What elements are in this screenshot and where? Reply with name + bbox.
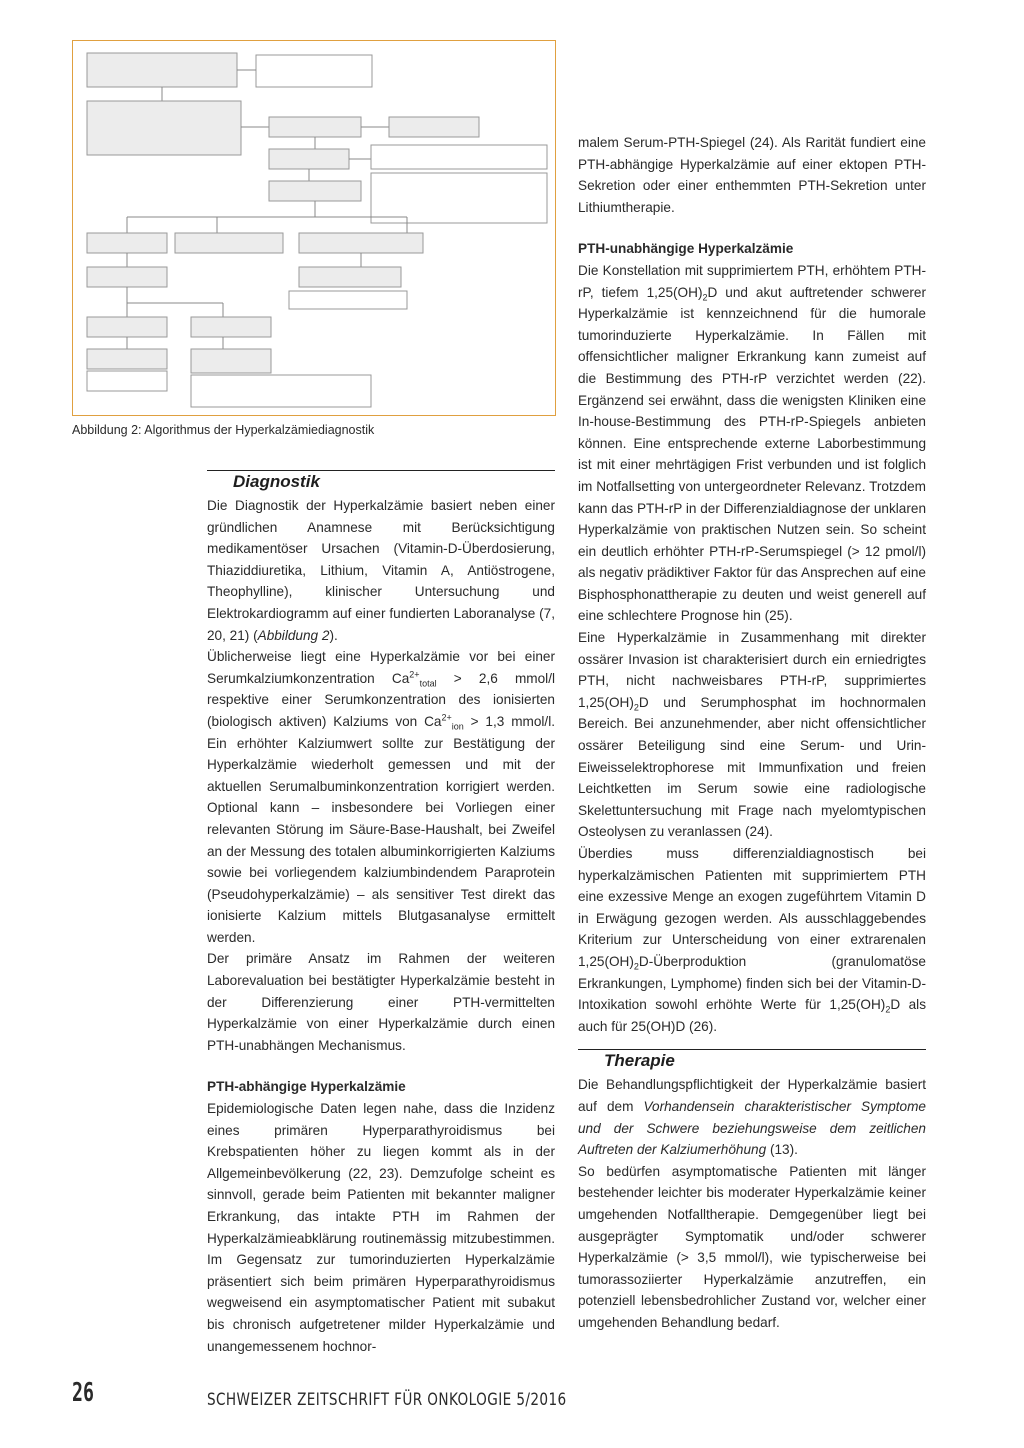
paragraph: So bedürfen asymptomatische Patienten mit länger bestehender leichter bis moderater Hyperkalzämie keiner umgehenden Notfalltherapie. Demgegenüber liegt bei ausgeprägter Symptomatik und/oder schwerer Hyperkalzämie (> 3,5 mmol/l), wie typischerweise bei tumorassoziierter Hyperkalzämie anzutreffen, ein potenziell lebensbedrohlicher Zustand vor, welcher einer umgehenden Behandlung bedarf. bbox=[578, 1163, 926, 1330]
flow-box bbox=[191, 349, 271, 373]
page-number: 26 bbox=[72, 1378, 94, 1408]
flow-box bbox=[389, 117, 479, 137]
paragraph: Üblicherweise liegt eine Hyperkalzämie vor bei einer Serumkalziumkonzentration $Ca^{2+}_{total} > 2,6$ mmol/l respektive einer Serumkonzentration des ionisierten (biologisch aktiven) Kalziums von $Ca^{2+}_{ion} > 1,3$ mmol/l. Ein erhöhter Kalziumwert sollte zur Bestätigung der Hyperkalzämie wiederholt gemessen und mit der aktuellen Serumalbuminkonzentration korrigiert werden. Optional kann – insbesondere bei Vorliegen einer relevanten Störung im Säure-Base-Haushalt, bei Zweifel an der Messung des totalen albuminkorrigierten Kalziums sowie bei vorliegendem kalziumbindendem Paraprotein (Pseudohyperkalzämie) – als sensitiver Test direkt das ionisierte Kalzium mittels Blutgasanalyse ermittelt werden. bbox=[207, 649, 555, 945]
flow-box bbox=[269, 117, 361, 137]
flow-box bbox=[269, 181, 361, 201]
figure-caption: Abbildung 2: Algorithmus der Hyperkalzämiediagnostik bbox=[72, 423, 375, 437]
flow-box bbox=[87, 233, 167, 253]
subheading-pth-unabhaengig: PTH-unabhängige Hyperkalzämie bbox=[578, 241, 794, 257]
paragraph: Die Behandlungspflichtigkeit der Hyperkalzämie basiert auf dem Vorhandensein charakteristischer Symptome und der Schwere beziehungsweise dem zeitlichen Auftreten der Kalziumerhöhung (13). bbox=[578, 1077, 926, 1158]
paragraph: Eine Hyperkalzämie in Zusammenhang mit direkter ossärer Invasion ist charakterisiert durch ein erniedrigtes PTH, nicht nachweisbares PTH-rP, supprimiertes $1,25(OH)_2D$ und Serumphosphat im hochnormalen Bereich. Bei anzunehmender, aber nicht offensichtlicher ossärer Beteiligung sind eine Serum- und Urin-Eiweisselektrophorese mit Immunfixation und freien Leichtketten im Serum sowie eine radiologische Skelettuntersuchung mit Frage nach myelomtypischen Osteolysen zu veranlassen (24). bbox=[578, 630, 926, 840]
section-heading-therapie: Therapie bbox=[604, 1051, 675, 1071]
paragraph: Der primäre Ansatz im Rahmen der weiteren Laborevaluation bei bestätigter Hyperkalzämie besteht in der Differenzierung einer PTH-vermittelten Hyperkalzämie von einer Hyperkalzämie durch einen PTH-unabhängen Mechanismus. bbox=[207, 951, 555, 1053]
flow-box bbox=[371, 145, 547, 169]
flow-box bbox=[175, 233, 283, 253]
flow-box bbox=[191, 375, 371, 407]
flow-box bbox=[87, 349, 167, 369]
flow-box bbox=[87, 317, 167, 337]
flowchart-diagram bbox=[73, 41, 555, 415]
flow-box bbox=[299, 267, 401, 287]
flow-box bbox=[371, 173, 547, 223]
flow-box bbox=[87, 267, 167, 287]
flow-box bbox=[87, 101, 241, 155]
right-column bbox=[578, 132, 926, 1333]
paragraph: Die Diagnostik der Hyperkalzämie basiert neben einer gründlichen Anamnese mit Berücksichtigung medikamentöser Ursachen (Vitamin-D-Überdosierung, Thiaziddiuretika, Lithium, Vitamin A, Antiöstrogene, Theophylline), klinischer Untersuchung und Elektrokardiogramm auf einer fundierten Laboranalyse (7, 20, 21) (Abbildung 2). bbox=[207, 498, 555, 643]
flow-box bbox=[299, 233, 423, 253]
flow-box bbox=[269, 149, 349, 169]
paragraph: Epidemiologische Daten legen nahe, dass die Inzidenz eines primären Hyperparathyroidismus bei Krebspatienten höher zu liegen kommt als in der Allgemeinbevölkerung (22, 23). Demzufolge scheint es sinnvoll, gerade beim Patienten mit bekannter maligner Erkrankung, das intakte PTH im Rahmen der Hyperkalzämieabklärung routinemässig mitzubestimmen. Im Gegensatz zur tumorinduzierten Hyperkalzämie präsentiert sich beim primären Hyperparathyroidismus wegweisend ein asymptomatischer Patient mit subakut bis chronisch aufgetretener milder Hyperkalzämie und unangemessenem hochnor- bbox=[207, 1101, 555, 1354]
flow-box bbox=[87, 371, 167, 391]
subheading-pth-abhaengig: PTH-abhängige Hyperkalzämie bbox=[207, 1079, 406, 1095]
flow-box bbox=[289, 291, 407, 309]
paragraph: Überdies muss differenzialdiagnostisch bei hyperkalzämischen Patienten mit supprimiertem PTH eine exzessive Menge an exogen zugeführtem Vitamin D in Erwägung gezogen werden. Als ausschlaggebendes Kriterium zur Unterscheidung von einer extrarenalen $1,25(OH)_2D$-Überproduktion (granulomatöse Erkrankungen, Lymphome) finden sich bei der Vitamin-D-Intoxikation sowohl erhöhte Werte für $1,25(OH)_2D$ als auch für 25(OH)D (26). bbox=[578, 846, 926, 1034]
flow-box bbox=[256, 55, 372, 87]
journal-name: SCHWEIZER ZEITSCHRIFT FÜR ONKOLOGIE 5/2016 bbox=[207, 1390, 567, 1410]
flow-box bbox=[191, 317, 271, 337]
flow-box bbox=[87, 53, 237, 87]
paragraph: Die Konstellation mit supprimiertem PTH, erhöhtem PTH-rP, tiefem $1,25(OH)_2D$ und akut auftretender schwerer Hyperkalzämie ist kennzeichnend für die humorale tumorinduzierte Hyperkalzämie. In Fällen mit offensichtlicher maligner Erkrankung kann zumeist auf die Bestimmung des PTH-rP verzichtet werden (22). Ergänzend sei erwähnt, dass die wenigsten Kliniken eine In-house-Bestimmung des PTH-rP-Spiegels anbieten können. Eine entsprechende externe Laborbestimmung ist mit einer mehrtägigen Frist verbunden und ist folglich im Notfallsetting von untergeordneter Relevanz. Trotzdem kann das PTH-rP in der Differenzialdiagnose der unklaren Hyperkalzämie von praktischen Nutzen sein. So scheint ein deutlich erhöhter PTH-rP-Serumspiegel (> 12 pmol/l) als negativ prädiktiver Faktor für das Ansprechen auf eine Bisphosphonattherapie zu deuten und weist generell auf eine schlechtere Prognose hin (25). bbox=[578, 262, 927, 624]
left-column bbox=[207, 470, 555, 1357]
figure-flowchart bbox=[72, 40, 556, 416]
figure-reference: Abbildung 2 bbox=[257, 627, 330, 643]
section-heading-diagnostik: Diagnostik bbox=[233, 472, 320, 491]
paragraph: malem Serum-PTH-Spiegel (24). Als Rarität fundiert eine PTH-abhängige Hyperkalzämie auf einer ektopen PTH-Sekretion oder einer enthemmten PTH-Sekretion unter Lithiumtherapie. bbox=[578, 135, 926, 215]
